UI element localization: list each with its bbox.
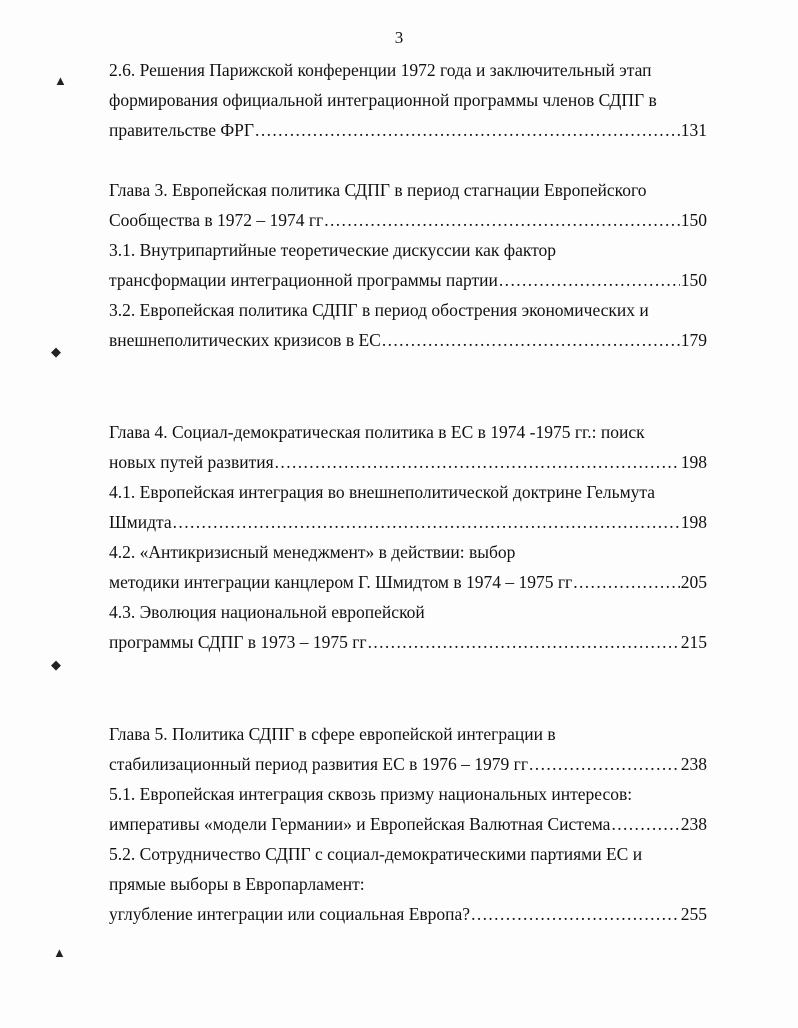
toc-page-number: 238 [680, 754, 707, 774]
toc-page-number: 238 [680, 814, 707, 834]
dot-leader [324, 209, 680, 231]
toc-entry-5-2-last-line [109, 903, 707, 925]
toc-entry-text: Сообщества в 1972 – 1974 гг [109, 210, 324, 230]
toc-chapter-5-line-1: Глава 5. Политика СДПГ в сфере европейской интеграции в [109, 724, 556, 744]
toc-entry-5-1-line-1: 5.1. Европейская интеграция сквозь призму национальных интересов: [109, 784, 633, 804]
toc-entry-text: Шмидта [109, 512, 172, 532]
margin-mark-icon: ◆ [51, 344, 61, 359]
toc-entry-5-1-last-line [109, 813, 707, 835]
toc-chapter-3-line-1: Глава 3. Европейская политика СДПГ в период стагнации Европейского [109, 180, 647, 200]
toc-entry-4-1-line-1: 4.1. Европейская интеграция во внешнеполитической доктрине Гельмута [109, 482, 656, 502]
toc-chapter-4-last-line [109, 451, 707, 473]
dot-leader [529, 753, 680, 775]
toc-entry-text: внешнеполитических кризисов в ЕС [109, 330, 381, 350]
toc-entry-3-1-last-line [109, 269, 707, 291]
toc-entry-text: стабилизационный период развития ЕС в 1976 – 1979 гг [109, 754, 529, 774]
toc-chapter-3-last-line [109, 209, 707, 231]
toc-entry-text: методики интеграции канцлером Г. Шмидтом в 1974 – 1975 гг [109, 572, 573, 592]
toc-page-number: 215 [680, 632, 707, 652]
toc-entry-text: трансформации интеграционной программы партии [109, 270, 498, 290]
toc-page-number: 255 [680, 904, 707, 924]
toc-page-number: 205 [680, 572, 707, 592]
toc-entry-text: императивы «модели Германии» и Европейская Валютная Система [109, 814, 611, 834]
dot-leader [611, 813, 679, 835]
toc-entry-2-6-last-line [109, 119, 707, 141]
toc-entry-5-2-line-1: 5.2. Сотрудничество СДПГ с социал-демократическими партиями ЕС и [109, 844, 643, 864]
toc-entry-3-2-last-line [109, 329, 707, 351]
toc-page-number: 179 [680, 330, 707, 350]
dot-leader [275, 451, 680, 473]
dot-leader [173, 511, 680, 533]
page-number: 3 [394, 28, 404, 47]
toc-entry-4-3-last-line [109, 631, 707, 653]
dot-leader [573, 571, 680, 593]
margin-mark-icon: ▲ [53, 945, 66, 960]
toc-entry-text: новых путей развития [109, 452, 274, 472]
toc-page-number: 150 [680, 270, 707, 290]
dot-leader [471, 903, 680, 925]
margin-mark-icon: ◆ [51, 657, 61, 672]
toc-entry-4-2-line-1: 4.2. «Антикризисный менеджмент» в действии: выбор [109, 542, 516, 562]
toc-entry-2-6-line-2: формирования официальной интеграционной программы членов СДПГ в [109, 90, 657, 110]
toc-entry-text: правительстве ФРГ [109, 120, 255, 140]
toc-chapter-5-last-line [109, 753, 707, 775]
toc-entry-4-3-line-1: 4.3. Эволюция национальной европейской [109, 602, 425, 622]
dot-leader [382, 329, 680, 351]
margin-mark-icon: ▲ [54, 73, 67, 88]
toc-entry-3-2-line-1: 3.2. Европейская политика СДПГ в период обострения экономических и [109, 300, 649, 320]
toc-entry-2-6-line-1: 2.6. Решения Парижской конференции 1972 года и заключительный этап [109, 60, 652, 80]
dot-leader [499, 269, 680, 291]
toc-page-number: 131 [680, 120, 707, 140]
toc-chapter-4-line-1: Глава 4. Социал-демократическая политика в ЕС в 1974 -1975 гг.: поиск [109, 422, 645, 442]
toc-page-number: 198 [680, 512, 707, 532]
dot-leader [255, 119, 680, 141]
toc-entry-4-2-last-line [109, 571, 707, 593]
toc-entry-3-1-line-1: 3.1. Внутрипартийные теоретические дискуссии как фактор [109, 240, 557, 260]
toc-entry-text: углубление интеграции или социальная Европа? [109, 904, 471, 924]
toc-page-number: 198 [680, 452, 707, 472]
toc-entry-4-1-last-line [109, 511, 707, 533]
toc-entry-text: программы СДПГ в 1973 – 1975 гг [109, 632, 367, 652]
toc-entry-5-2-line-2: прямые выборы в Европарламент: [109, 874, 365, 894]
toc-page-number: 150 [680, 210, 707, 230]
dot-leader [368, 631, 680, 653]
